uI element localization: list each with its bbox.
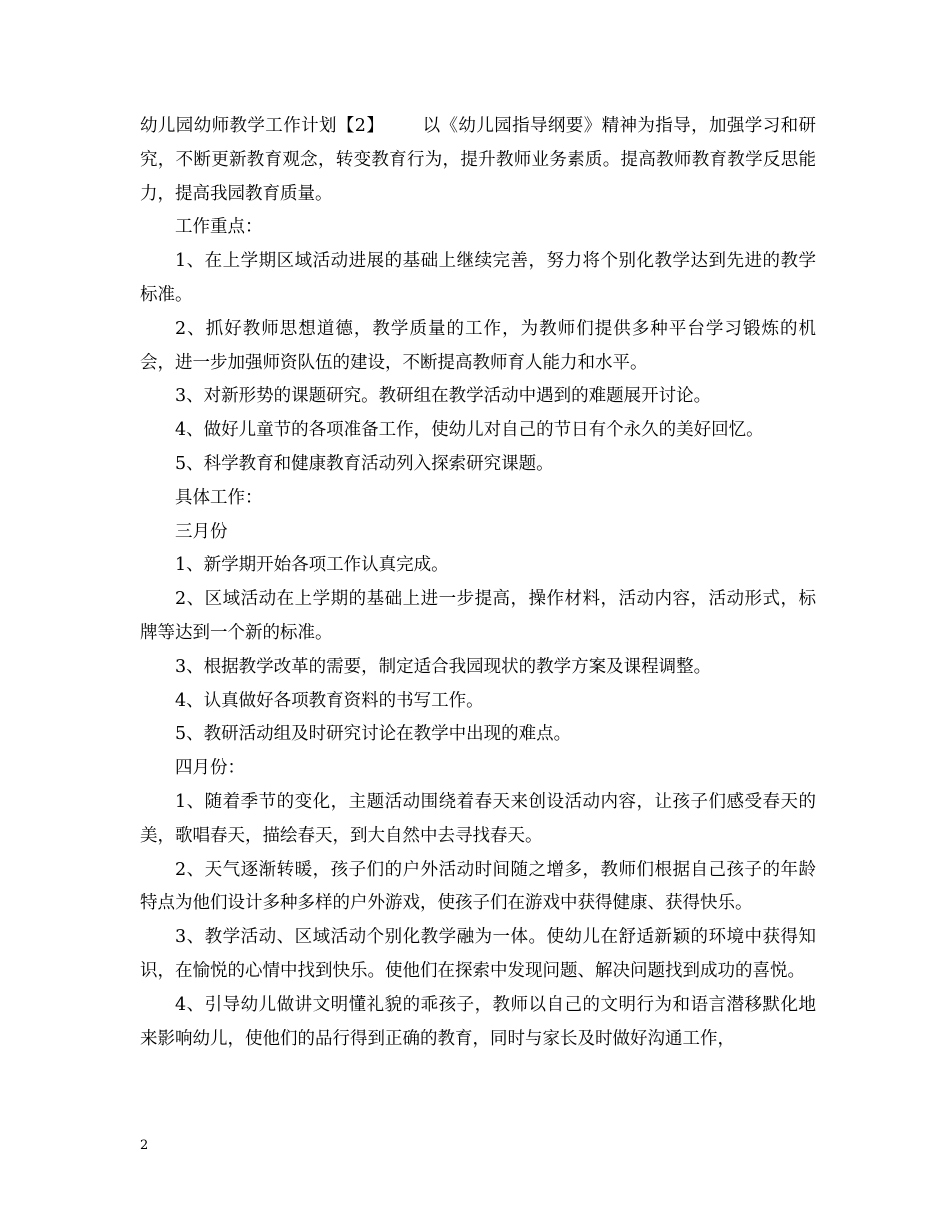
paragraph: 四月份： [175, 758, 245, 779]
paragraph: 1、在上学期区域活动进展的基础上继续完善，努力将个别化教学达到先进的教学标准。 [140, 251, 816, 305]
paragraph: 三月份 [175, 521, 228, 542]
intro-text: 以《幼儿园指导纲要》精神为指导，加强学习和研究，不断更新教育观念，转变教育行为，提升教师业务素质。提高教师教育教学反思能力，提高我园教育质量。 [140, 116, 816, 204]
paragraph: 3、教学活动、区域活动个别化教学融为一体。使幼儿在舒适新颖的环境中获得知识，在愉悦的心情中找到快乐。使他们在探索中发现问题、解决问题找到成功的喜悦。 [140, 927, 816, 981]
paragraph: 1、新学期开始各项工作认真完成。 [175, 555, 449, 576]
paragraph: 4、引导幼儿做讲文明懂礼貌的乖孩子，教师以自己的文明行为和语言潜移默化地来影响幼儿，使他们的品行得到正确的教育，同时与家长及时做好沟通工作， [140, 994, 816, 1049]
paragraph: 1、随着季节的变化，主题活动围绕着春天来创设活动内容，让孩子们感受春天的美，歌唱春天，描绘春天，到大自然中去寻找春天。 [140, 791, 816, 846]
paragraph: 4、做好儿童节的各项准备工作，使幼儿对自己的节日有个永久的美好回忆。 [175, 420, 764, 441]
paragraph: 2、区域活动在上学期的基础上进一步提高，操作材料，活动内容，活动形式，标牌等达到一个新的标准。 [140, 589, 816, 643]
document-title: 幼儿园幼师教学工作计划【2】 [140, 116, 385, 136]
paragraph: 3、根据教学改革的需要，制定适合我园现状的教学方案及课程调整。 [175, 656, 712, 677]
title-paragraph [140, 110, 816, 211]
paragraph: 2、天气逐渐转暖，孩子们的户外活动时间随之增多，教师们根据自己孩子的年龄特点为他们设计多种多样的户外游戏，使孩子们在游戏中获得健康、获得快乐。 [140, 859, 816, 914]
paragraph: 5、教研活动组及时研究讨论在教学中出现的难点。 [175, 724, 572, 745]
paragraph: 3、对新形势的课题研究。教研组在教学活动中遇到的难题展开讨论。 [175, 386, 712, 407]
page-number: 2 [140, 1138, 149, 1153]
paragraph: 工作重点： [175, 217, 263, 238]
paragraph: 5、科学教育和健康教育活动列入探索研究课题。 [175, 453, 554, 474]
paragraph: 具体工作： [175, 487, 263, 508]
document-body [140, 110, 816, 1056]
paragraph: 2、抓好教师思想道德，教学质量的工作，为教师们提供多种平台学习锻炼的机会，进一步加强师资队伍的建设，不断提高教师育人能力和水平。 [140, 318, 816, 373]
paragraph: 4、认真做好各项教育资料的书写工作。 [175, 690, 484, 711]
